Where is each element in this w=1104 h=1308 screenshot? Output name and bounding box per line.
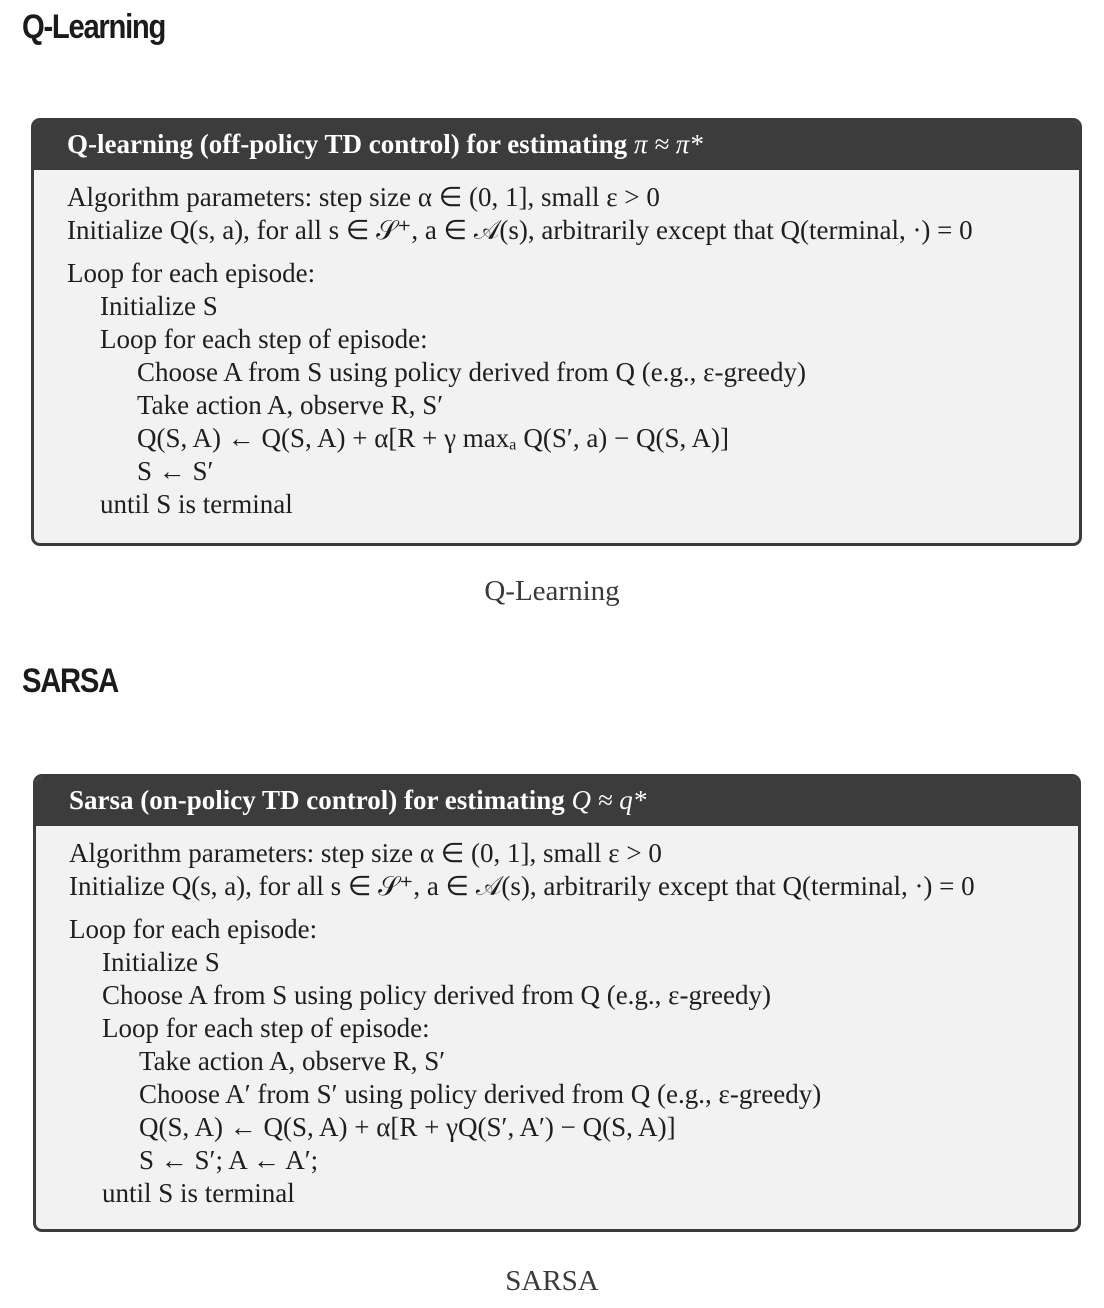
- algorithm-line: Initialize Q(s, a), for all s ∈ 𝒮⁺, a ∈ 𝒜(s), arbitrarily except that Q(terminal, ·) = 0: [69, 871, 975, 901]
- qlearning-algorithm-title: [34, 121, 1079, 170]
- algorithm-line: Choose A from S using policy derived from Q (e.g., ε-greedy): [137, 357, 806, 387]
- algorithm-line: Loop for each step of episode:: [102, 1013, 430, 1043]
- algorithm-line: Algorithm parameters: step size α ∈ (0, 1], small ε > 0: [69, 838, 662, 868]
- algorithm-line: Q(S, A) ← Q(S, A) + α[R + γQ(S′, A′) − Q(S, A)]: [139, 1112, 676, 1142]
- algorithm-line: Initialize S: [100, 291, 218, 321]
- algorithm-line: until S is terminal: [102, 1178, 295, 1208]
- algorithm-line: S ← S′; A ← A′;: [139, 1145, 319, 1175]
- algorithm-line: Loop for each episode:: [67, 258, 316, 288]
- sarsa-title-math: Q ≈ q*: [571, 785, 647, 815]
- algorithm-line: Initialize Q(s, a), for all s ∈ 𝒮⁺, a ∈ 𝒜(s), arbitrarily except that Q(terminal, ·) = 0: [67, 215, 973, 245]
- sarsa-caption: SARSA: [505, 1265, 599, 1297]
- sarsa-heading: SARSA: [22, 662, 118, 700]
- algorithm-line: Initialize S: [102, 947, 220, 977]
- qlearning-algorithm-box: [31, 118, 1082, 546]
- algorithm-line: Algorithm parameters: step size α ∈ (0, 1], small ε > 0: [67, 182, 660, 212]
- algorithm-line: until S is terminal: [100, 489, 293, 519]
- sarsa-algorithm-box: [33, 774, 1081, 1232]
- qlearning-algorithm-body: [34, 170, 1079, 521]
- qlearning-title-math: π ≈ π*: [633, 129, 703, 159]
- algorithm-line: Choose A′ from S′ using policy derived from Q (e.g., ε-greedy): [139, 1079, 822, 1109]
- algorithm-line: Loop for each step of episode:: [100, 324, 428, 354]
- algorithm-line: Take action A, observe R, S′: [137, 390, 444, 420]
- sarsa-title-text: Sarsa (on-policy TD control) for estimating: [69, 785, 565, 815]
- sarsa-algorithm-body: [36, 826, 1078, 1210]
- algorithm-line: Choose A from S using policy derived from Q (e.g., ε-greedy): [102, 980, 771, 1010]
- sarsa-algorithm-title: [36, 777, 1078, 826]
- qlearning-heading: Q-Learning: [22, 8, 166, 46]
- algorithm-line: S ← S′: [137, 456, 214, 486]
- qlearning-caption: Q-Learning: [484, 575, 620, 607]
- algorithm-line: Take action A, observe R, S′: [139, 1046, 446, 1076]
- algorithm-line: Q(S, A) ← Q(S, A) + α[R + γ maxₐ Q(S′, a) − Q(S, A)]: [137, 423, 730, 453]
- qlearning-title-text: Q-learning (off-policy TD control) for estimating: [67, 129, 628, 159]
- algorithm-line: Loop for each episode:: [69, 914, 318, 944]
